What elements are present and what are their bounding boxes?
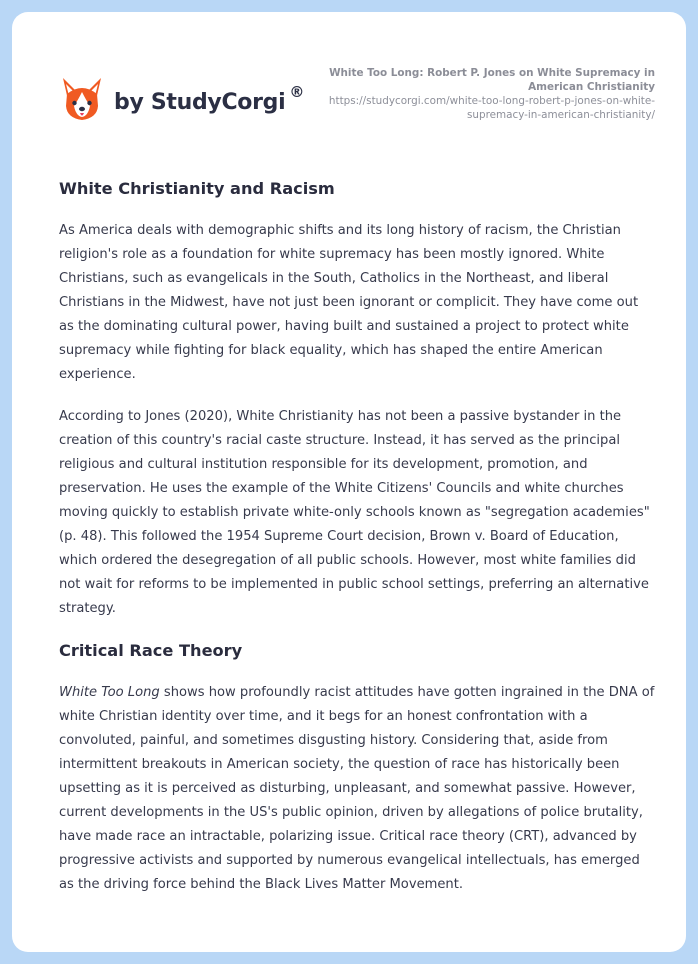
document-title: White Too Long: Robert P. Jones on White Supremacy in American Christianity bbox=[329, 67, 655, 93]
document-page bbox=[12, 12, 686, 952]
brand-name: by StudyCorgi bbox=[114, 89, 286, 115]
page-header bbox=[12, 12, 686, 152]
document-url[interactable]: https://studycorgi.com/white-too-long-robert-p-jones-on-white-supremacy-in-american-christianity/ bbox=[328, 95, 655, 121]
body-paragraph bbox=[59, 681, 657, 897]
corgi-logo-icon bbox=[60, 76, 104, 122]
document-meta bbox=[295, 66, 655, 122]
registered-mark: ® bbox=[289, 83, 305, 101]
body-paragraph: According to Jones (2020), White Christianity has not been a passive bystander in the creation of this country's racial caste structure. Instead, it has served as the principal religious and cultural institution responsible for its development, promotion, and preservation. He uses the example of the White Citizens' Councils and white churches moving quickly to establish private white-only schools known as "segregation academies" (p. 48). This followed the 1954 Supreme Court decision, Brown v. Board of Education, which ordered the desegregation of all public schools. However, most white families did not wait for reforms to be implemented in public school settings, preferring an alternative strategy. bbox=[59, 409, 650, 616]
paragraph-text: shows how profoundly racist attitudes have gotten ingrained in the DNA of white Christian identity over time, and it begs for an honest confrontation with a convoluted, painful, and sometimes disgusting history. Considering that, aside from intermittent breakouts in American society, the question of race has historically been upsetting as it is perceived as disturbing, unpleasant, and somewhat passive. However, current developments in the US's public opinion, driven by allegations of police brutality, have made race an intractable, polarizing issue. Critical race theory (CRT), advanced by progressive activists and supported by numerous evangelical intellectuals, has emerged as the driving force behind the Black Lives Matter Movement. bbox=[59, 685, 655, 892]
body-paragraph: As America deals with demographic shifts and its long history of racism, the Christian religion's role as a foundation for white supremacy has been mostly ignored. White Christians, such as evangelicals in the South, Catholics in the Northeast, and liberal Christians in the Midwest, have not just been ignorant or complicit. They have come out as the dominating cultural power, having built and sustained a project to protect white supremacy while fighting for black equality, which has shaped the entire American experience. bbox=[59, 223, 639, 382]
section-heading: White Christianity and Racism bbox=[59, 179, 335, 198]
book-title-italic: White Too Long bbox=[59, 685, 160, 700]
section-heading: Critical Race Theory bbox=[59, 641, 243, 660]
studycorgi-logo[interactable] bbox=[60, 76, 304, 122]
document-body bbox=[59, 174, 657, 897]
